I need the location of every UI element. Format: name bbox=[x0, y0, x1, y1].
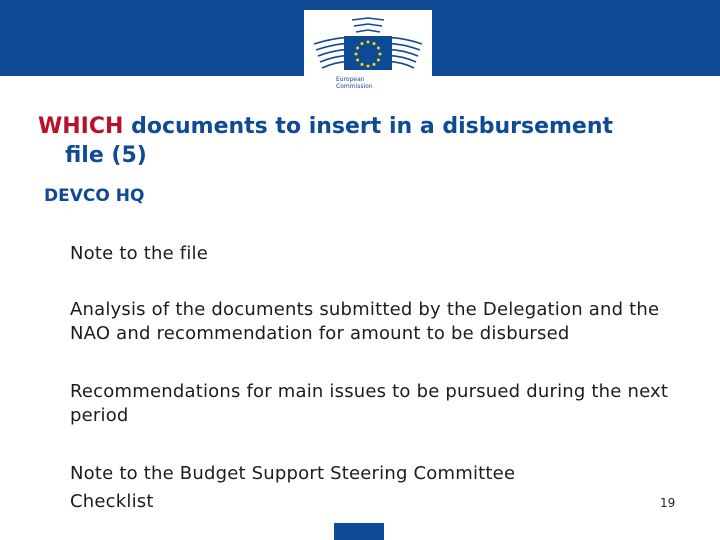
logo-line-2: Commission bbox=[336, 83, 373, 90]
list-item: Recommendations for main issues to be pursued during the next period bbox=[70, 381, 669, 426]
title-keyword: WHICH bbox=[38, 114, 124, 139]
list-item: Note to the file bbox=[70, 243, 208, 264]
slide-title bbox=[38, 112, 678, 170]
list-item: Analysis of the documents submitted by the Delegation and the NAO and recommendation for amount to be disbursed bbox=[70, 299, 660, 344]
logo-line-1: European bbox=[336, 76, 365, 83]
european-commission-logo bbox=[304, 10, 432, 100]
european-commission-logo-icon bbox=[310, 14, 426, 78]
page-number: 19 bbox=[660, 496, 676, 510]
section-subheading: DEVCO HQ bbox=[44, 186, 145, 206]
list-item: Note to the Budget Support Steering Committee bbox=[70, 463, 516, 484]
title-text-line-2: file (5) bbox=[65, 143, 147, 168]
list-item: Checklist bbox=[70, 491, 154, 512]
title-text-line-1: documents to insert in a disbursement bbox=[123, 114, 614, 139]
footer-tab bbox=[334, 523, 384, 540]
logo-wordmark bbox=[336, 76, 396, 90]
